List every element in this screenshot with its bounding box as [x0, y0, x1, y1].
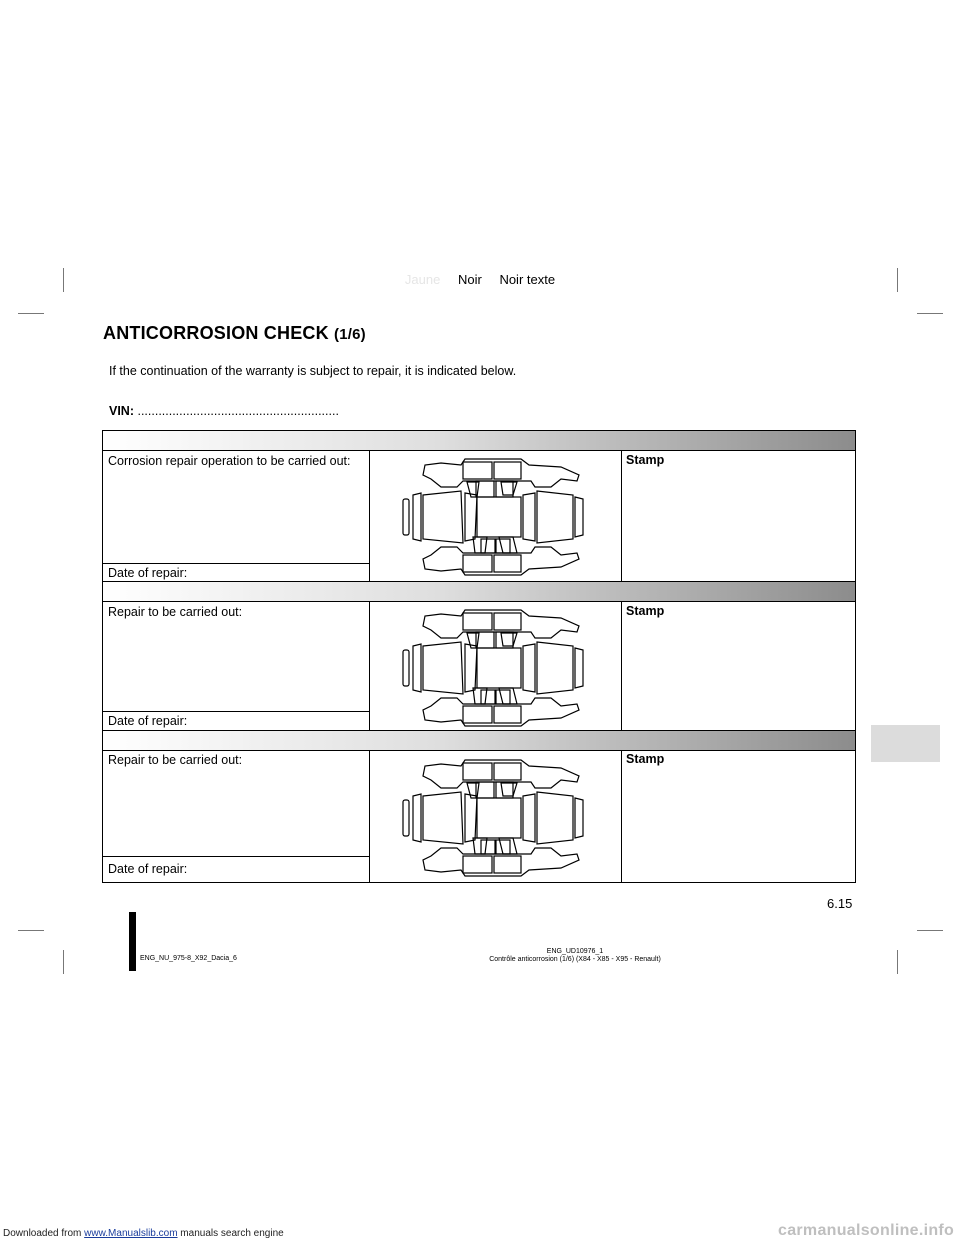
page-title: [103, 323, 366, 344]
column-divider: [621, 451, 622, 582]
manualslib-link[interactable]: www.Manualslib.com: [84, 1228, 178, 1239]
section-header-band: [103, 431, 855, 451]
chapter-tab: [871, 725, 940, 762]
repair-operation-label: Repair to be carried out:: [108, 753, 243, 767]
date-of-repair-label: Date of repair:: [108, 714, 188, 728]
column-divider: [369, 451, 370, 582]
watermark: carmanualsonline.info: [778, 1222, 955, 1239]
column-divider: [621, 602, 622, 731]
crop-mark: [18, 313, 44, 314]
page-title-main: ANTICORROSION CHECK: [103, 323, 329, 343]
crop-mark: [18, 930, 44, 931]
date-divider: [103, 711, 369, 712]
vin-dots: ..........................................................: [137, 404, 339, 418]
footer-right-line1: ENG_UD10976_1: [546, 948, 604, 955]
black-bar: [129, 912, 136, 971]
download-suffix: manuals search engine: [177, 1228, 284, 1239]
footer-left-code: ENG_NU_975-8_X92_Dacia_6: [140, 955, 237, 962]
crop-mark: [897, 950, 898, 974]
column-divider: [369, 602, 370, 731]
crop-mark: [63, 950, 64, 974]
column-divider: [369, 751, 370, 883]
color-mark-jaune: Jaune: [404, 272, 441, 287]
crop-mark: [917, 313, 943, 314]
color-marks: [0, 272, 960, 287]
section-header-band: [103, 581, 855, 602]
column-divider: [621, 751, 622, 883]
anticorrosion-table: [102, 430, 856, 883]
stamp-label: Stamp: [626, 604, 665, 618]
download-notice: [3, 1228, 284, 1239]
stamp-label: Stamp: [626, 453, 665, 467]
page-title-sub: (1/6): [334, 326, 366, 343]
page-number: 6.15: [827, 896, 853, 911]
section-header-band: [103, 730, 855, 751]
intro-text: If the continuation of the warranty is subject to repair, it is indicated below.: [109, 364, 517, 378]
date-divider: [103, 856, 369, 857]
crop-mark: [917, 930, 943, 931]
car-body-diagram: [401, 606, 589, 730]
date-of-repair-label: Date of repair:: [108, 862, 188, 876]
download-prefix: Downloaded from: [3, 1228, 85, 1239]
date-of-repair-label: Date of repair:: [108, 566, 188, 580]
footer-right-code: [470, 948, 680, 964]
color-mark-noir-texte: Noir texte: [499, 272, 556, 287]
car-body-diagram: [401, 756, 589, 880]
repair-operation-label: Repair to be carried out:: [108, 605, 243, 619]
vin-line: [109, 404, 339, 418]
date-divider: [103, 563, 369, 564]
repair-operation-label: Corrosion repair operation to be carried out:: [108, 454, 351, 468]
color-mark-noir: Noir: [457, 272, 482, 287]
stamp-label: Stamp: [626, 752, 665, 766]
vin-label: VIN:: [109, 404, 134, 418]
car-body-diagram: [401, 455, 589, 579]
footer-right-line2: Contrôle anticorrosion (1/6) (X84 - X85 - X95 - Renault): [489, 956, 661, 963]
